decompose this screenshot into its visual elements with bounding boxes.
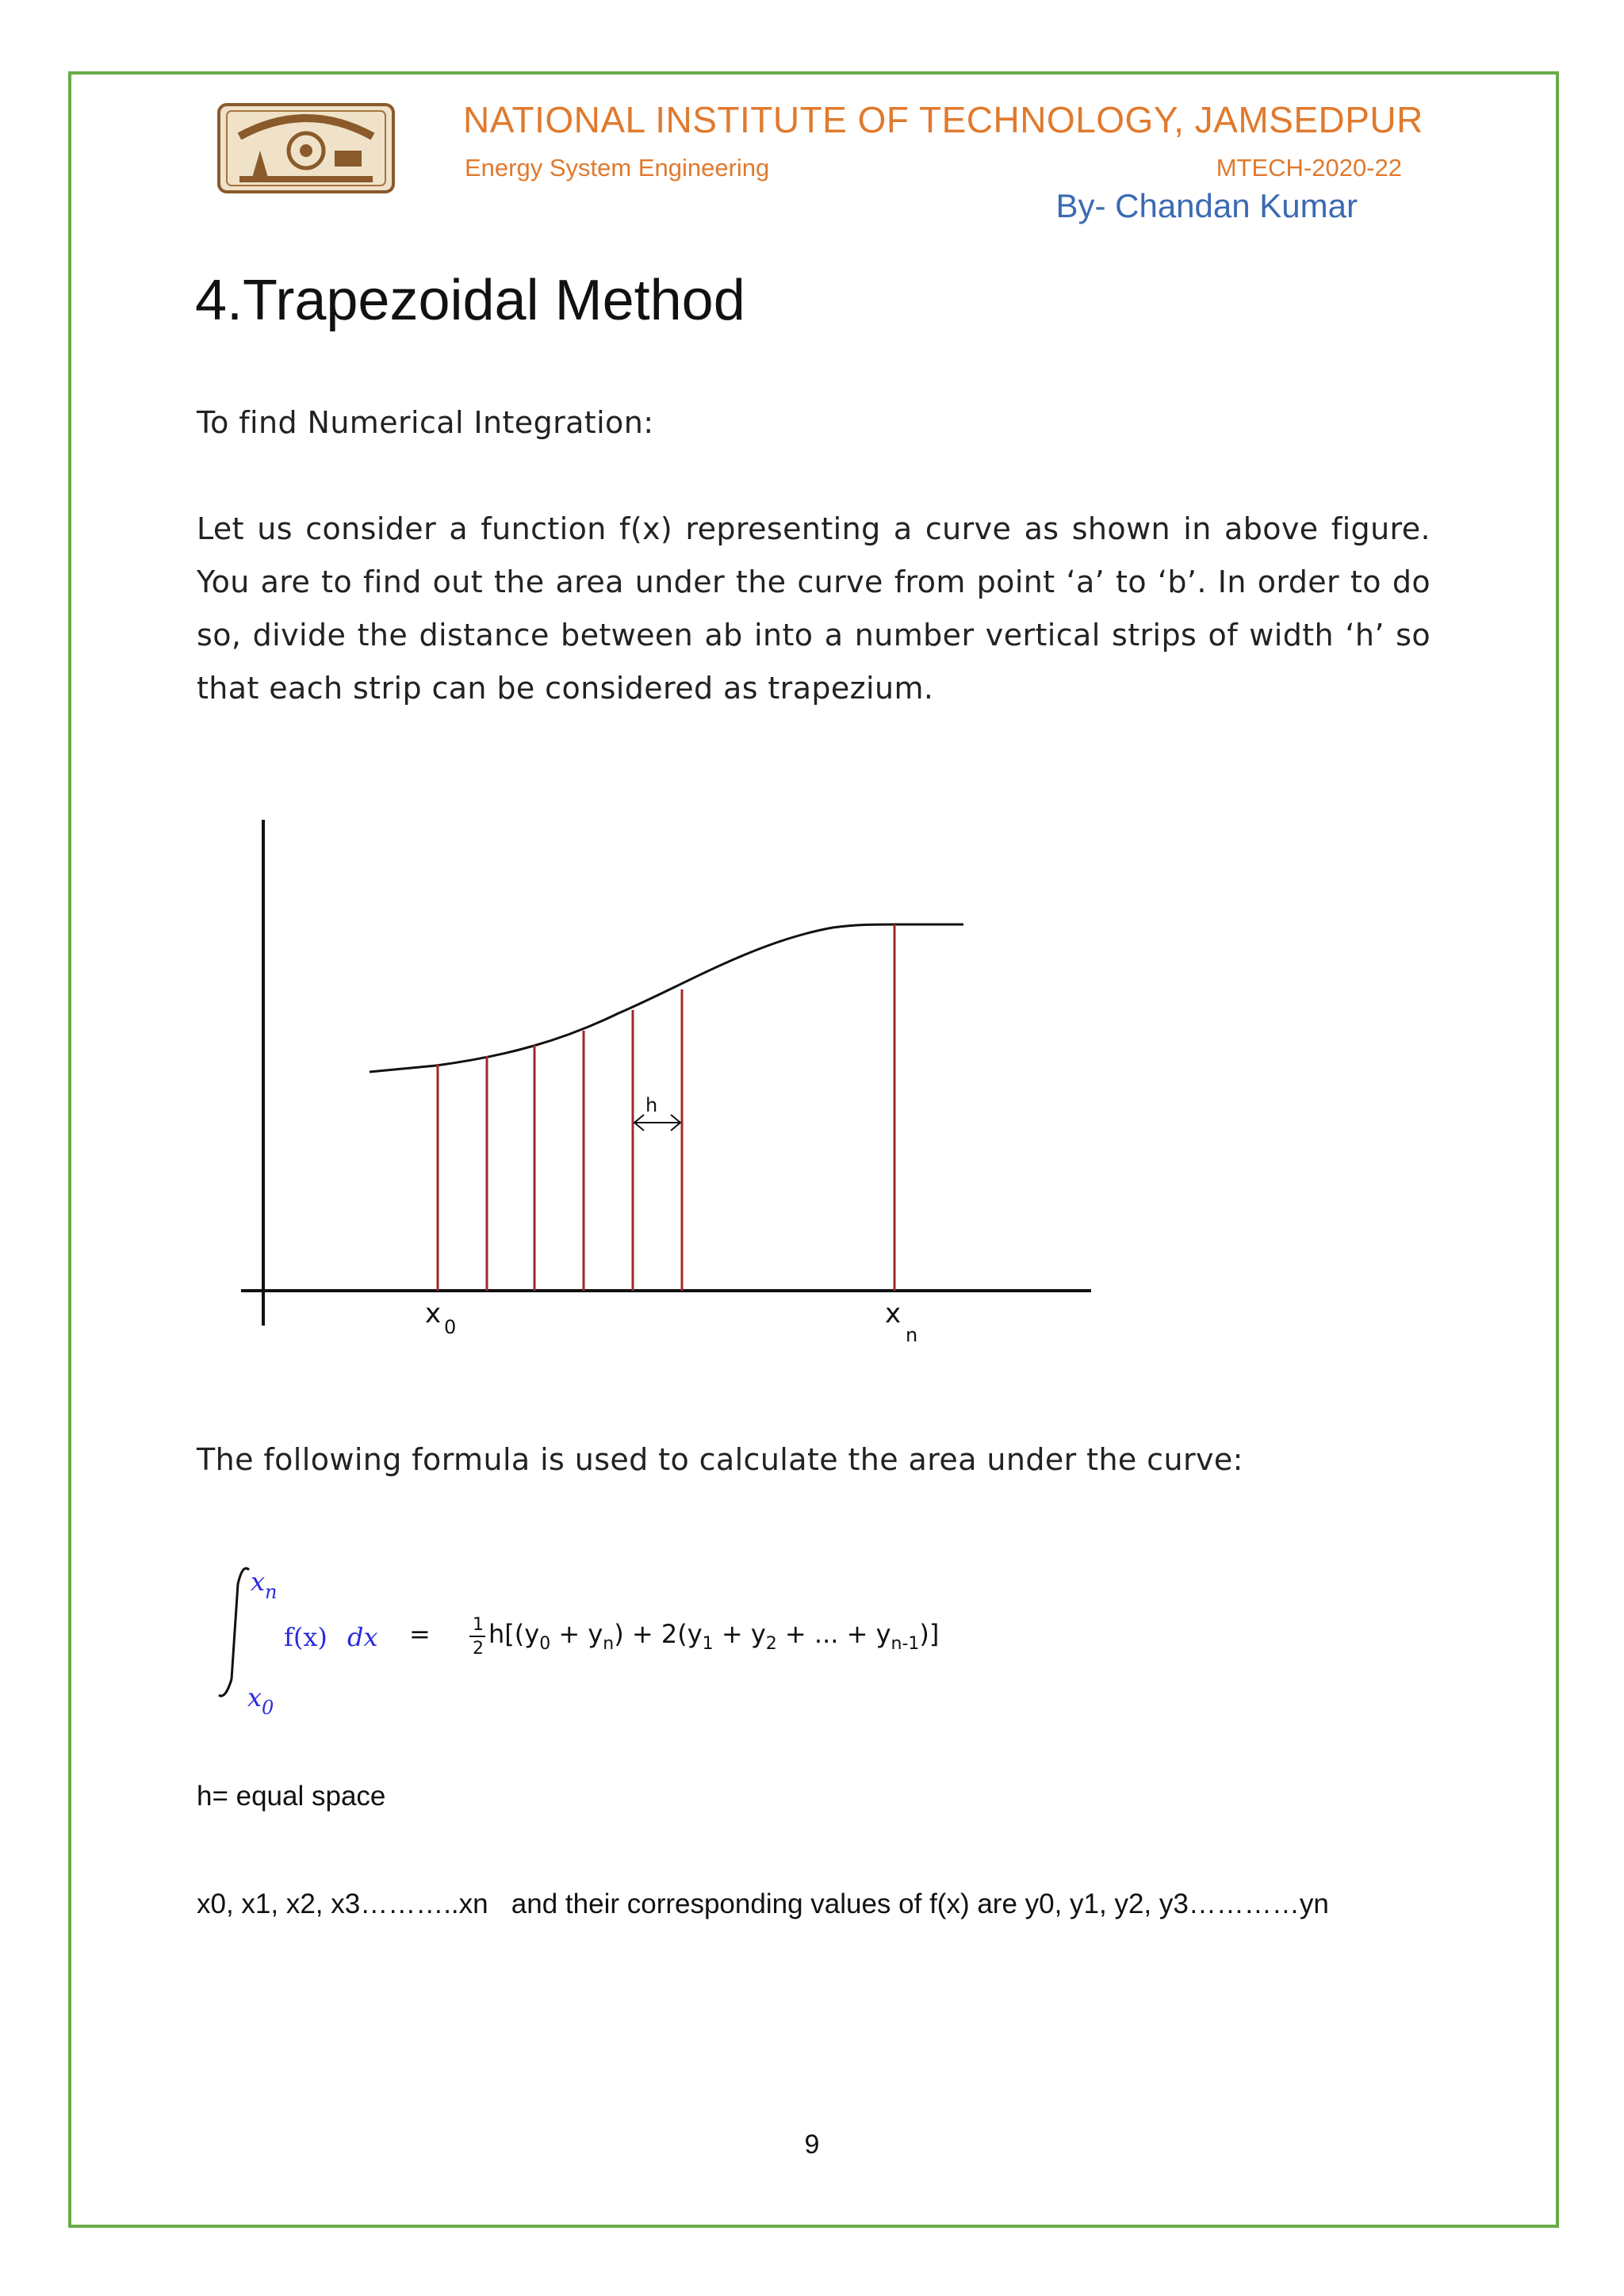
x0-sub-label: 0 [444,1316,457,1338]
trapezoidal-formula [214,1560,975,1719]
equals-sign: = [409,1619,431,1649]
rhs-end: )] [919,1619,940,1649]
rhs-plus3: + ... + y [776,1619,891,1649]
half-denominator: 2 [473,1639,484,1659]
integrand: f(x) [284,1622,327,1652]
rhs-start: h[(y [488,1619,540,1649]
department-name: Energy System Engineering [465,154,770,182]
h-label: h [645,1094,658,1116]
half-numerator: 1 [473,1615,484,1635]
x0-label: x [425,1298,442,1330]
upper-limit-sub: n [265,1581,278,1603]
upper-limit: x [251,1567,266,1597]
x-definition: x0, x1, x2, x3………..xn and their corresponding values of f(x) are y0, y1, y2, y3…………yn [197,1888,1329,1919]
description-paragraph: Let us consider a function f(x) representing a curve as shown in above figure. You are to find out the area under the curve from point ‘a’ to ‘b’. In order to do so, divide the distance between ab into a number vertical strips of width ‘h’ so that each strip can be considered as trapezium. [197,511,1431,706]
rhs-mid: ) + 2(y [614,1619,703,1649]
rhs-plus1: + y [550,1619,603,1649]
function-curve [370,924,963,1072]
author-name: By- Chandan Kumar [1055,187,1358,224]
institute-seal-icon [216,101,396,195]
session-label: MTECH-2020-22 [1216,154,1402,182]
width-arrow [634,1115,680,1131]
y0-sub: 0 [539,1634,551,1654]
institute-name: NATIONAL INSTITUTE OF TECHNOLOGY, JAMSEDPUR [463,99,1423,140]
xn-sub-label: n [906,1324,918,1346]
lower-limit: x [247,1682,262,1712]
yn1-sub: n-1 [891,1634,920,1654]
strip-lines [438,924,894,1291]
lower-limit-sub: 0 [262,1697,274,1719]
intro-text: To find Numerical Integration: [197,405,654,440]
y1-sub: 1 [702,1634,714,1654]
yn-sub: n [603,1634,615,1654]
page-number: 9 [804,2130,820,2160]
trapezoid-figure [230,809,1102,1364]
rhs-plus2: + y [713,1619,766,1649]
xn-label: x [885,1298,902,1330]
y2-sub: 2 [765,1634,777,1654]
page-title: 4.Trapezoidal Method [195,269,745,332]
formula-rhs [488,1619,939,1654]
dx-term: dx [347,1622,378,1652]
formula-intro-text: The following formula is used to calculate the area under the curve: [197,1442,1243,1477]
h-definition: h= equal space [197,1781,386,1812]
integral-sign-icon [219,1568,249,1696]
